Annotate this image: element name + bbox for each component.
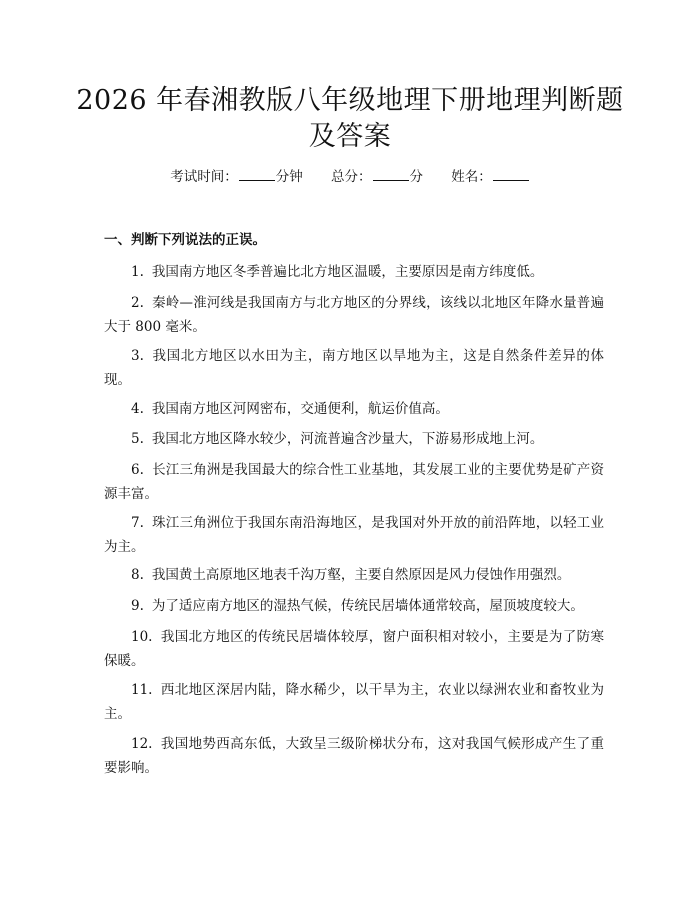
student-name-label: 姓名： [451,169,492,185]
exam-time [170,169,307,185]
question-number: 2. [131,295,144,311]
question-text: 我国地势西高东低，大致呈三级阶梯状分布，这对我国气候形成产生了重要影响。 [104,736,604,776]
question-text: 我国北方地区的传统民居墙体较厚，窗户面积相对较小，主要是为了防寒保暖。 [104,629,604,669]
total-score [331,169,427,185]
student-name-blank [493,168,529,181]
question-item [104,344,604,392]
question-text: 我国北方地区以水田为主，南方地区以旱地为主，这是自然条件差异的体现。 [104,348,604,388]
exam-time-unit: 分钟 [275,169,303,185]
exam-time-label: 考试时间： [170,169,238,185]
question-text: 长江三角洲是我国最大的综合性工业基地，其发展工业的主要优势是矿产资源丰富。 [104,462,604,502]
total-score-label: 总分： [331,169,372,185]
exam-time-blank [239,168,275,181]
exam-info [0,167,700,187]
question-number: 8. [131,567,144,583]
question-item [104,397,604,421]
question-number: 5. [131,431,144,447]
question-text: 我国南方地区冬季普遍比北方地区温暖，主要原因是南方纬度低。 [151,264,544,280]
question-text: 我国北方地区降水较少，河流普遍含沙量大，下游易形成地上河。 [151,431,544,447]
section-heading: 一、判断下列说法的正误。 [104,232,266,248]
question-number: 6. [131,462,144,478]
question-item [104,291,604,339]
question-item [104,625,604,673]
question-number: 1. [131,264,144,280]
document-title-line-1: 2026 年春湘教版八年级地理下册地理判断题 [76,85,624,116]
question-text: 珠江三角洲位于我国东南沿海地区，是我国对外开放的前沿阵地，以轻工业为主。 [104,515,604,555]
question-text: 西北地区深居内陆，降水稀少，以干旱为主，农业以绿洲农业和畜牧业为主。 [104,682,604,722]
total-score-unit: 分 [409,169,423,185]
question-number: 3. [131,348,144,364]
question-item [104,563,604,587]
question-item [104,732,604,780]
question-item [104,458,604,506]
total-score-blank [373,168,409,181]
question-number: 12. [131,736,153,752]
question-text: 为了适应南方地区的湿热气候，传统民居墙体通常较高，屋顶坡度较大。 [151,598,584,614]
question-number: 4. [131,401,144,417]
question-text: 我国南方地区河网密布，交通便利，航运价值高。 [151,401,449,417]
question-item [104,678,604,726]
question-item [104,427,604,451]
question-item [104,594,604,618]
question-item [104,260,604,284]
question-text: 秦岭—淮河线是我国南方与北方地区的分界线，该线以北地区年降水量普遍大于 800 毫米。 [104,295,604,335]
question-number: 9. [131,598,144,614]
question-number: 10. [131,629,153,645]
question-item [104,511,604,559]
student-name [451,169,530,185]
question-number: 11. [131,682,153,698]
question-text: 我国黄土高原地区地表千沟万壑，主要自然原因是风力侵蚀作用强烈。 [151,567,571,583]
question-number: 7. [131,515,144,531]
document-title-line-2: 及答案 [308,121,392,152]
